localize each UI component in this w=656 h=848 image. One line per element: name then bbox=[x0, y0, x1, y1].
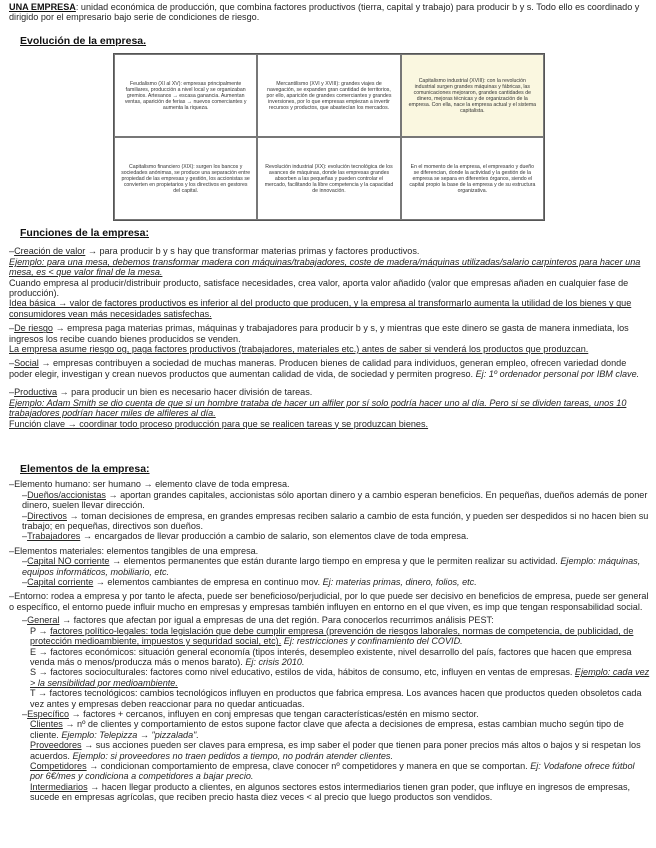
creacion-valor: –Creación de valor → para producir b y s hay que transformar materias primas y factores productivos. bbox=[9, 246, 420, 257]
social-text: → empresas contribuyen a sociedad de muchas maneras. Producen bienes de calidad para individuos, generan empleo, ofrecen variedad donde poder elegir, investigan y crean nuevos productos que aumentan calidad de vida, de sociedad y permiten progreso. bbox=[9, 358, 627, 379]
competidores bbox=[0, 761, 656, 782]
capital-nc-label: Capital NO corriente bbox=[27, 556, 110, 567]
social: –Social → empresas contribuyen a sociedad de muchas maneras. Producen bienes de calidad para individuos, generan empleo, ofrecen variedad donde poder elegir, investigan y crean nuevos productos que aumentan calidad de vida, de sociedad y permiten progreso. Ej: 1º ordenador personal por IBM clave. bbox=[9, 358, 640, 379]
intro-label: UNA EMPRESA bbox=[9, 2, 76, 12]
elementos-materiales: –Elementos materiales: elementos tangibles de una empresa. bbox=[9, 545, 259, 556]
evolucion-cell-actual: En el momento de la empresa, el empresario y dueño se diferencian, donde la actividad y la gestión de la empresa se separa en diferentes órganos, siendo el capital propio la base de la empresa y de su estructura organizativa. bbox=[401, 137, 544, 220]
pest-e-ejemplo: Ej: crisis 2010. bbox=[245, 656, 305, 667]
pest-letter-s: S bbox=[30, 667, 37, 678]
evolucion-cell-capitalismo-industrial: Capitalismo industrial (XVIII): con la revolución industrial surgen grandes máquinas y fábricas, las comunicaciones mejoraron, grandes cantidades de dinero, mejoras técnicas y de organización de la empresa. Con ella, nace la empresa actual y el sistema capitalista. bbox=[401, 54, 544, 137]
general-label: General bbox=[27, 615, 60, 626]
riesgo: –De riesgo → empresa paga materias primas, máquinas y trabajadores para producir b y s, y mientras que este dinero se gasta de manera inmediata, los ingresos los recibe cuando bienes producidos se venden. bbox=[9, 323, 629, 344]
proveedores-ejemplo: Ejemplo: si proveedores no traen pedidos a tiempo, no podrán atender clientes. bbox=[72, 750, 393, 761]
idea-basica: Idea básica → valor de factores productivos es inferior al del producto que producen, y la empresa al transformarlo aumenta la utilidad de los bienes y que consumidores vean más necesidades satisfechas. bbox=[9, 298, 632, 319]
proveedores-label: Proveedores bbox=[30, 740, 82, 751]
materiales-text: Elementos materiales: elementos tangibles de una empresa. bbox=[14, 545, 259, 556]
entorno: –Entorno: rodea a empresa y por tanto le afecta, puede ser beneficioso/perjudicial, por lo que puede ser decisivo en beneficios de empresa, puede ser general o específico, el entorno puede influir mucho en empresas y empresas también influyen en entorno en el que viven, es imp que tengan responsabilidad social. bbox=[9, 591, 649, 612]
productiva-ejemplo: Ejemplo: Adam Smith se dio cuenta de que si un hombre trataba de hacer un alfiler por sí solo podría hacer uno al día. Pero si se dividen tareas, unos 10 trabajadores podrían hacer miles de alfileres al día. bbox=[9, 397, 627, 419]
clientes-label: Clientes bbox=[30, 719, 63, 730]
especifico-label: Específico bbox=[27, 708, 70, 719]
duenos-text: → aportan grandes capitales, accionistas sólo aportan dinero y a cambio esperan beneficios. En pequeñas, dueños además de poner dinero, suelen llevar dirección. bbox=[22, 489, 648, 511]
riesgo-label: De riesgo bbox=[14, 323, 53, 334]
capital-corriente: –Capital corriente → elementos cambiantes de empresa en continuo mov. Ej: materias primas, dinero, folios, etc. bbox=[22, 577, 477, 588]
pest-letter-p: P bbox=[30, 625, 36, 636]
riesgo-asume: La empresa asume riesgo og, paga factores productivos (trabajadores, materiales etc.) antes de saber si venderá los productos que produzcan. bbox=[9, 344, 589, 355]
especifico-text: → factores + cercanos, influyen en conj empresas que tengan características/estén en mismo sector. bbox=[69, 708, 479, 719]
pest-letter-t: T bbox=[30, 688, 36, 699]
creacion-cuando: Cuando empresa al producir/distribuir producto, satisface necesidades, crea valor, aporta valor añadido (valor que empresas añaden en cualquier fase de producción). bbox=[9, 277, 629, 299]
directivos-text: → toman decisiones de empresa, en grandes empresas reciben salario a cambio de esta función, y pueden ser despedidos si no hacen bien su trabajo; en pequeñas, directivos son dueños. bbox=[22, 510, 649, 532]
elemento-humano: –Elemento humano: ser humano → elemento clave de toda empresa. bbox=[9, 479, 290, 490]
entorno-text: Entorno: rodea a empresa y por tanto le afecta, puede ser beneficioso/perjudicial, por lo que puede ser decisivo en beneficios de empresa, puede ser general o específico, el entorno puede influir mucho en empresas y empresas también influyen en entorno en el que viven, es imp que tengan responsabilidad social. bbox=[9, 591, 649, 612]
productiva-label: Productiva bbox=[14, 387, 58, 398]
capital-nc-ejemplo: Ejemplo: máquinas, equipos informáticos, mobiliario, etc. bbox=[22, 556, 641, 577]
creacion-text: → para producir b y s hay que transformar materias primas y factores productivos. bbox=[85, 246, 420, 257]
intermediarios bbox=[0, 782, 656, 803]
trabajadores-label: Trabajadores bbox=[27, 531, 81, 542]
intro-text: : unidad económica de producción, que combina factores productivos (tierra, capital y trabajo) para producir b y s. Todo ello es coordinado y dirigido por el empresario bajo serie de condiciones de riesgo. bbox=[9, 2, 640, 23]
duenos: –Dueños/accionistas → aportan grandes capitales, accionistas sólo aportan dinero y a cambio esperan beneficios. En pequeñas, dueños además de poner dinero, suelen llevar dirección. bbox=[22, 489, 648, 511]
funciones-title: Funciones de la empresa: bbox=[20, 227, 149, 239]
pest-s-text: factores socioculturales: factores como nivel educativo, estilos de vida, hábitos de consumo, etc, influyen en ventas de empresas. bbox=[50, 667, 575, 678]
pest-e: E → factores económicos: situación general economía (tipos interés, desempleo existente, nivel desarrollo del país, factores que hacen que empresa venda más o menos/producza más o menos barato). Ej: crisis 2010. bbox=[30, 646, 632, 667]
social-label: Social bbox=[14, 358, 39, 369]
evolucion-figure bbox=[113, 53, 545, 221]
elementos-section bbox=[0, 464, 656, 803]
evolucion-cell-revolucion: Revolución industrial (XX): evolución tecnológica de los avances de máquinas, donde las empresas grandes absorben a las pequeñas y pueden controlar el mercado, facilitando la libre competencia y la capacidad de innovación. bbox=[257, 137, 400, 220]
proveedores bbox=[0, 740, 656, 761]
pest-s: S → factores socioculturales: factores como nivel educativo, estilos de vida, hábitos de consumo, etc, influyen en ventas de empresas. Ejemplo: cada vez > la sensibilidad por medioambiente. bbox=[30, 667, 650, 688]
duenos-label: Dueños/accionistas bbox=[27, 489, 106, 500]
pest-p-ejemplo: Ej: restricciones y confinamiento del COVID. bbox=[283, 636, 463, 647]
capital-c-ejemplo: Ej: materias primas, dinero, folios, etc. bbox=[322, 577, 477, 588]
creacion-label: Creación de valor bbox=[14, 246, 86, 257]
intro-paragraph bbox=[0, 2, 656, 23]
pest-t: T → factores tecnológicos: cambios tecnológicos influyen en productos que fabrica empresa. Los avances hacen que productos queden obsoletos cada vez antes y empresas deben reaccionar para no quedar anticuadas. bbox=[30, 688, 642, 709]
evolucion-cell-feudalismo: Feudalismo (XI al XV): empresas principalmente familiares, producción a nivel local y se organizaban gremios. Artesanos → escasa ganancia. Aumentan ventas, aparición de ferias → nuevos comerciantes y aumenta la riqueza. bbox=[114, 54, 257, 137]
pest-e-text: factores económicos: situación general economía (tipos interés, desempleo existente, nivel desarrollo del país, factores que hacen que empresa venda más o menos/producza más o menos barato). bbox=[30, 646, 632, 667]
proveedores-text: → sus acciones pueden ser claves para empresa, es imp saber el poder que tienen para poner precios más altos o bajos y si respetan los acuerdos. bbox=[30, 740, 641, 761]
pest-letter-e: E bbox=[30, 646, 37, 657]
competidores-label: Competidores bbox=[30, 760, 87, 771]
especifico: –Específico → factores + cercanos, influyen en conj empresas que tengan características/estén en mismo sector. bbox=[22, 708, 479, 719]
pest-s-ejemplo: Ejemplo: cada vez > la sensibilidad por medioambiente. bbox=[30, 667, 650, 688]
intro-block bbox=[0, 2, 656, 23]
capital-c-text: → elementos cambiantes de empresa en continuo mov. bbox=[93, 577, 323, 588]
elementos-title: Elementos de la empresa: bbox=[20, 463, 150, 475]
intermediarios-text: → hacen llegar producto a clientes, en algunos sectores estos intermediarios tienen gran poder, que influye en ingresos de empresas, sucede en empresas agrícolas, que reciben precio hasta diez veces < al precio que luego productos son vendidos. bbox=[30, 781, 631, 803]
elemento-humano-text: Elemento humano: ser humano → elemento clave de toda empresa. bbox=[14, 479, 290, 490]
clientes-ejemplo: Ejemplo: Telepizza → "pizzalada". bbox=[61, 729, 199, 740]
funcion-clave: Función clave → coordinar todo proceso producción para que se realicen tareas y se produzcan bienes. bbox=[9, 418, 429, 429]
directivos-label: Directivos bbox=[27, 510, 67, 521]
pest-p: P → factores político-legales: toda legislación que debe cumplir empresa (prevención de riesgos laborales, normas de competencia, de publicidad, de protección medioambiente, impuestos y seguridad social, etc). Ej: restricciones y confinamiento del COVID. bbox=[30, 625, 634, 647]
productiva: –Productiva → para producir un bien es necesario hacer división de tareas. bbox=[9, 387, 313, 398]
clientes bbox=[0, 719, 656, 740]
capital-nc-text: → elementos permanentes que están durante largo tiempo en empresa y que le permiten realizar su actividad. bbox=[109, 556, 561, 567]
general: –General → factores que afectan por igual a empresas de una det región. Para conocerlos recurrimos análisis PEST: bbox=[22, 615, 494, 626]
creacion-ejemplo: Ejemplo: para una mesa, debemos transformar madera con máquinas/trabajadores, coste de madera/máquinas utilizadas/salario carpinteros para hacer una mesa, es < que valor final de la mesa. bbox=[9, 256, 641, 278]
riesgo-text: → empresa paga materias primas, máquinas y trabajadores para producir b y s, y mientras que este dinero se gasta de manera inmediata, los ingresos los recibe cuando bienes producidos se venden. bbox=[9, 323, 629, 344]
social-ejemplo: Ej: 1º ordenador personal por IBM clave. bbox=[475, 368, 640, 379]
intermediarios-label: Intermediarios bbox=[30, 781, 88, 792]
clientes-text: → nº de clientes y comportamiento de estos supone factor clave que afecta a decisiones de empresa, estas cambian mucho según tipo de cliente. bbox=[30, 719, 624, 740]
competidores-text: → condicionan comportamiento de empresa, clave conocer nº competidores y manera en que se comportan. bbox=[86, 760, 531, 771]
evolucion-title: Evolución de la empresa. bbox=[20, 35, 147, 47]
pest-p-text: factores político-legales: toda legislación que debe cumplir empresa (prevención de riesgos laborales, normas de competencia, de publicidad, de protección medioambiente, impuestos y seguridad social, etc). bbox=[30, 625, 634, 647]
evolucion-cell-mercantilismo: Mercantilismo (XVI y XVIII): grandes viajes de navegación, se expanden gran cantidad de territorios, por ello, aparición de grandes comerciantes y grandes inversiones, por lo que empresas empiezan a invertir recursos y productos, que abastecían los mercados. bbox=[257, 54, 400, 137]
productiva-text: → para producir un bien es necesario hacer división de tareas. bbox=[57, 387, 313, 398]
general-text: → factores que afectan por igual a empresas de una det región. Para conocerlos recurrimos análisis PEST: bbox=[59, 615, 494, 626]
trabajadores-text: → encargados de llevar producción a cambio de salario, son elementos clave de toda empresa. bbox=[80, 531, 469, 542]
pest-t-text: factores tecnológicos: cambios tecnológicos influyen en productos que fabrica empresa. Los avances hacen que productos queden obsoletos cada vez antes y empresas deben reaccionar para no quedar anticuadas. bbox=[30, 688, 642, 709]
capital-c-label: Capital corriente bbox=[27, 577, 94, 588]
capital-no-corriente: –Capital NO corriente → elementos permanentes que están durante largo tiempo en empresa y que le permiten realizar su actividad. Ejemplo: máquinas, equipos informáticos, mobiliario, etc. bbox=[22, 556, 641, 577]
competidores-ejemplo: Ej: Vodafone ofrece fútbol por 6€/mes y condiciona a competidores a bajar precio. bbox=[30, 760, 635, 782]
directivos: –Directivos → toman decisiones de empresa, en grandes empresas reciben salario a cambio de esta función, y pueden ser despedidos si no hacen bien su trabajo; en pequeñas, directivos son dueños. bbox=[22, 510, 649, 532]
evolucion-cell-capitalismo-financiero: Capitalismo financiero (XIX): surgen los bancos y sociedades anónimas, se produce una separación entre propiedad de las empresas y gestión, los accionistas se convierten en propietarios y los directivos en gestores del capital. bbox=[114, 137, 257, 220]
funciones-section bbox=[0, 228, 656, 429]
trabajadores: –Trabajadores → encargados de llevar producción a cambio de salario, son elementos clave de toda empresa. bbox=[22, 531, 469, 542]
